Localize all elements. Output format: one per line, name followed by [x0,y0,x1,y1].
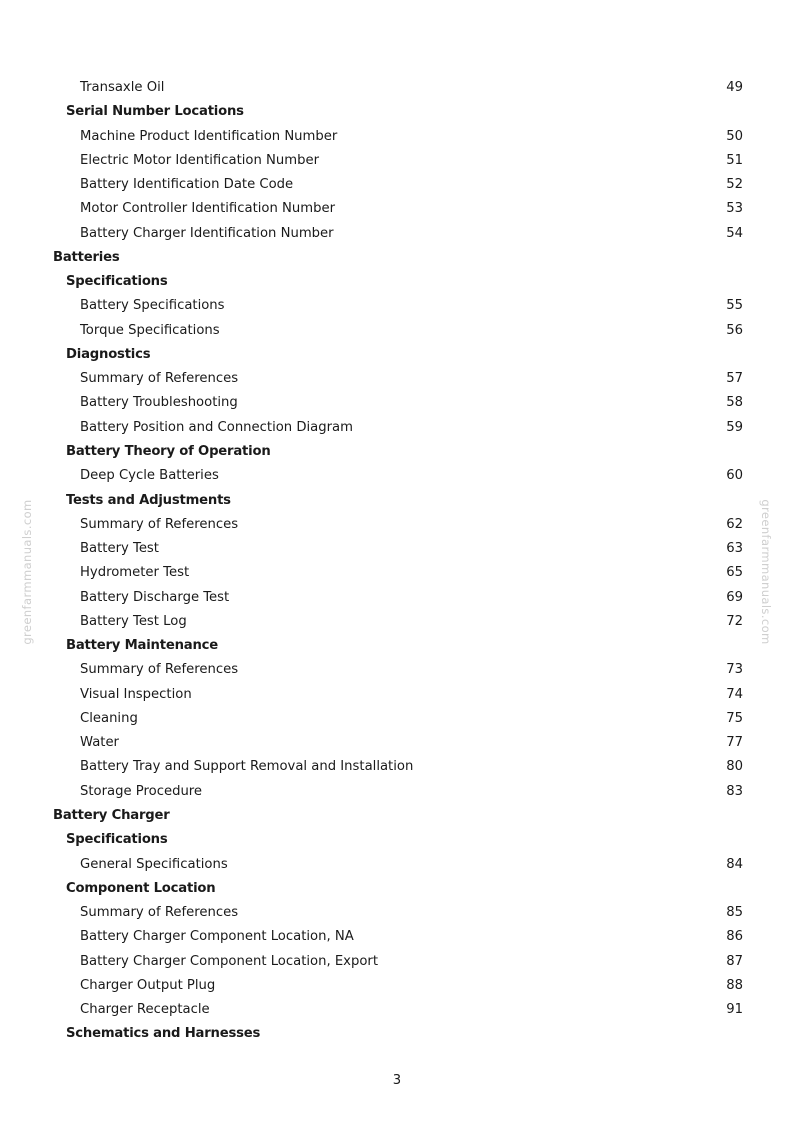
toc-entry-title: Summary of References [80,905,239,921]
toc-entry[interactable] [53,731,743,755]
toc-entry-page-number: 86 [726,929,743,945]
toc-entry[interactable] [53,464,743,488]
toc-entry-page-number: 56 [726,322,743,338]
toc-entry-page-number: 74 [726,686,743,702]
toc-entry-page-number: 83 [726,783,743,799]
toc-entry-page-number: 62 [726,516,743,532]
toc-entry[interactable] [53,925,743,949]
toc-entry-title: Visual Inspection [80,686,192,702]
toc-entry-title: Battery Charger Component Location, Export [80,953,379,969]
toc-entry[interactable] [53,294,743,318]
toc-entry-page-number: 53 [726,201,743,217]
toc-entry-title: Summary of References [80,662,239,678]
toc-entry[interactable] [53,586,743,610]
toc-subheading[interactable] [53,100,743,124]
toc-entry[interactable] [53,222,743,246]
watermark-right: greenfarmmanuals.com [759,499,773,645]
toc-entry-page-number: 85 [726,905,743,921]
toc-entry[interactable] [53,610,743,634]
toc-entry-title: Battery Test [80,541,159,557]
toc-entry[interactable] [53,561,743,585]
toc-subheading[interactable] [53,1022,743,1046]
toc-entry[interactable] [53,853,743,877]
toc-entry-title: Battery Troubleshooting [80,395,238,411]
toc-entry-page-number: 51 [726,152,743,168]
toc-subheading[interactable] [53,489,743,513]
toc-entry-title: Storage Procedure [80,783,203,799]
toc-subheading[interactable] [53,634,743,658]
toc-subheading[interactable] [53,877,743,901]
watermark-left: greenfarmmanuals.com [20,499,34,645]
toc-entry-title: Battery Identification Date Code [80,177,294,193]
toc-entry-title: Schematics and Harnesses [66,1026,261,1042]
toc-entry[interactable] [53,416,743,440]
toc-entry[interactable] [53,149,743,173]
toc-entry-title: Summary of References [80,516,239,532]
toc-subheading[interactable] [53,343,743,367]
toc-entry-title: Charger Output Plug [80,977,216,993]
toc-entry[interactable] [53,319,743,343]
toc-heading[interactable] [53,804,743,828]
toc-entry[interactable] [53,683,743,707]
toc-entry[interactable] [53,974,743,998]
toc-entry-title: Battery Tray and Support Removal and Installation [80,759,414,775]
toc-entry-title: Battery Theory of Operation [66,443,271,459]
toc-entry-page-number: 58 [726,395,743,411]
toc-entry[interactable] [53,197,743,221]
toc-entry[interactable] [53,950,743,974]
toc-entry[interactable] [53,658,743,682]
toc-entry-page-number: 54 [726,225,743,241]
toc-entry-page-number: 75 [726,710,743,726]
toc-heading[interactable] [53,246,743,270]
toc-entry-title: Diagnostics [66,346,151,362]
toc-entry-title: Component Location [66,880,216,896]
toc-entry-page-number: 57 [726,371,743,387]
page-number: 3 [392,1073,402,1088]
toc-entry[interactable] [53,780,743,804]
toc-subheading[interactable] [53,828,743,852]
table-of-contents [53,76,743,1047]
toc-entry-page-number: 69 [726,589,743,605]
toc-entry-page-number: 72 [726,613,743,629]
toc-entry-page-number: 49 [726,80,743,95]
toc-subheading[interactable] [53,270,743,294]
toc-entry[interactable] [53,537,743,561]
toc-entry-title: Specifications [66,274,168,290]
toc-entry[interactable] [53,513,743,537]
toc-entry[interactable] [53,76,743,100]
toc-entry-page-number: 60 [726,468,743,484]
toc-entry-title: Battery Charger [53,807,170,823]
toc-entry-title: Charger Receptacle [80,1002,210,1018]
toc-entry[interactable] [53,755,743,779]
toc-entry[interactable] [53,391,743,415]
toc-entry-page-number: 63 [726,541,743,557]
toc-entry-title: Water [80,735,119,751]
toc-subheading[interactable] [53,440,743,464]
toc-entry-title: Motor Controller Identification Number [80,201,335,217]
toc-entry-page-number: 59 [726,419,743,435]
toc-entry-page-number: 87 [726,953,743,969]
toc-entry-title: Batteries [53,249,120,265]
toc-entry[interactable] [53,998,743,1022]
toc-entry-page-number: 80 [726,759,743,775]
toc-entry-page-number: 55 [726,298,743,314]
toc-entry-page-number: 65 [726,565,743,581]
toc-entry-title: Transaxle Oil [80,80,165,95]
toc-entry-title: Specifications [66,832,168,848]
toc-entry[interactable] [53,901,743,925]
toc-entry-title: Battery Charger Component Location, NA [80,929,354,945]
toc-entry-title: Battery Test Log [80,613,187,629]
toc-entry[interactable] [53,707,743,731]
toc-entry-page-number: 88 [726,977,743,993]
toc-entry[interactable] [53,125,743,149]
toc-entry[interactable] [53,173,743,197]
toc-entry-title: Torque Specifications [80,322,220,338]
toc-entry-page-number: 91 [726,1002,743,1018]
toc-entry-title: Battery Specifications [80,298,225,314]
toc-entry-title: Hydrometer Test [80,565,190,581]
toc-entry-title: Cleaning [80,710,138,726]
toc-entry-page-number: 52 [726,177,743,193]
toc-entry-title: General Specifications [80,856,228,872]
toc-entry-page-number: 73 [726,662,743,678]
toc-entry-title: Machine Product Identification Number [80,128,338,144]
toc-entry-page-number: 84 [726,856,743,872]
toc-entry-title: Battery Position and Connection Diagram [80,419,353,435]
toc-entry-title: Battery Charger Identification Number [80,225,334,241]
toc-entry-page-number: 50 [726,128,743,144]
toc-entry-title: Battery Maintenance [66,638,219,654]
toc-entry[interactable] [53,367,743,391]
toc-entry-title: Battery Discharge Test [80,589,230,605]
toc-entry-page-number: 77 [726,735,743,751]
toc-entry-title: Summary of References [80,371,239,387]
toc-entry-title: Tests and Adjustments [66,492,231,508]
toc-entry-title: Serial Number Locations [66,104,244,120]
toc-entry-title: Deep Cycle Batteries [80,468,219,484]
toc-entry-title: Electric Motor Identification Number [80,152,319,168]
